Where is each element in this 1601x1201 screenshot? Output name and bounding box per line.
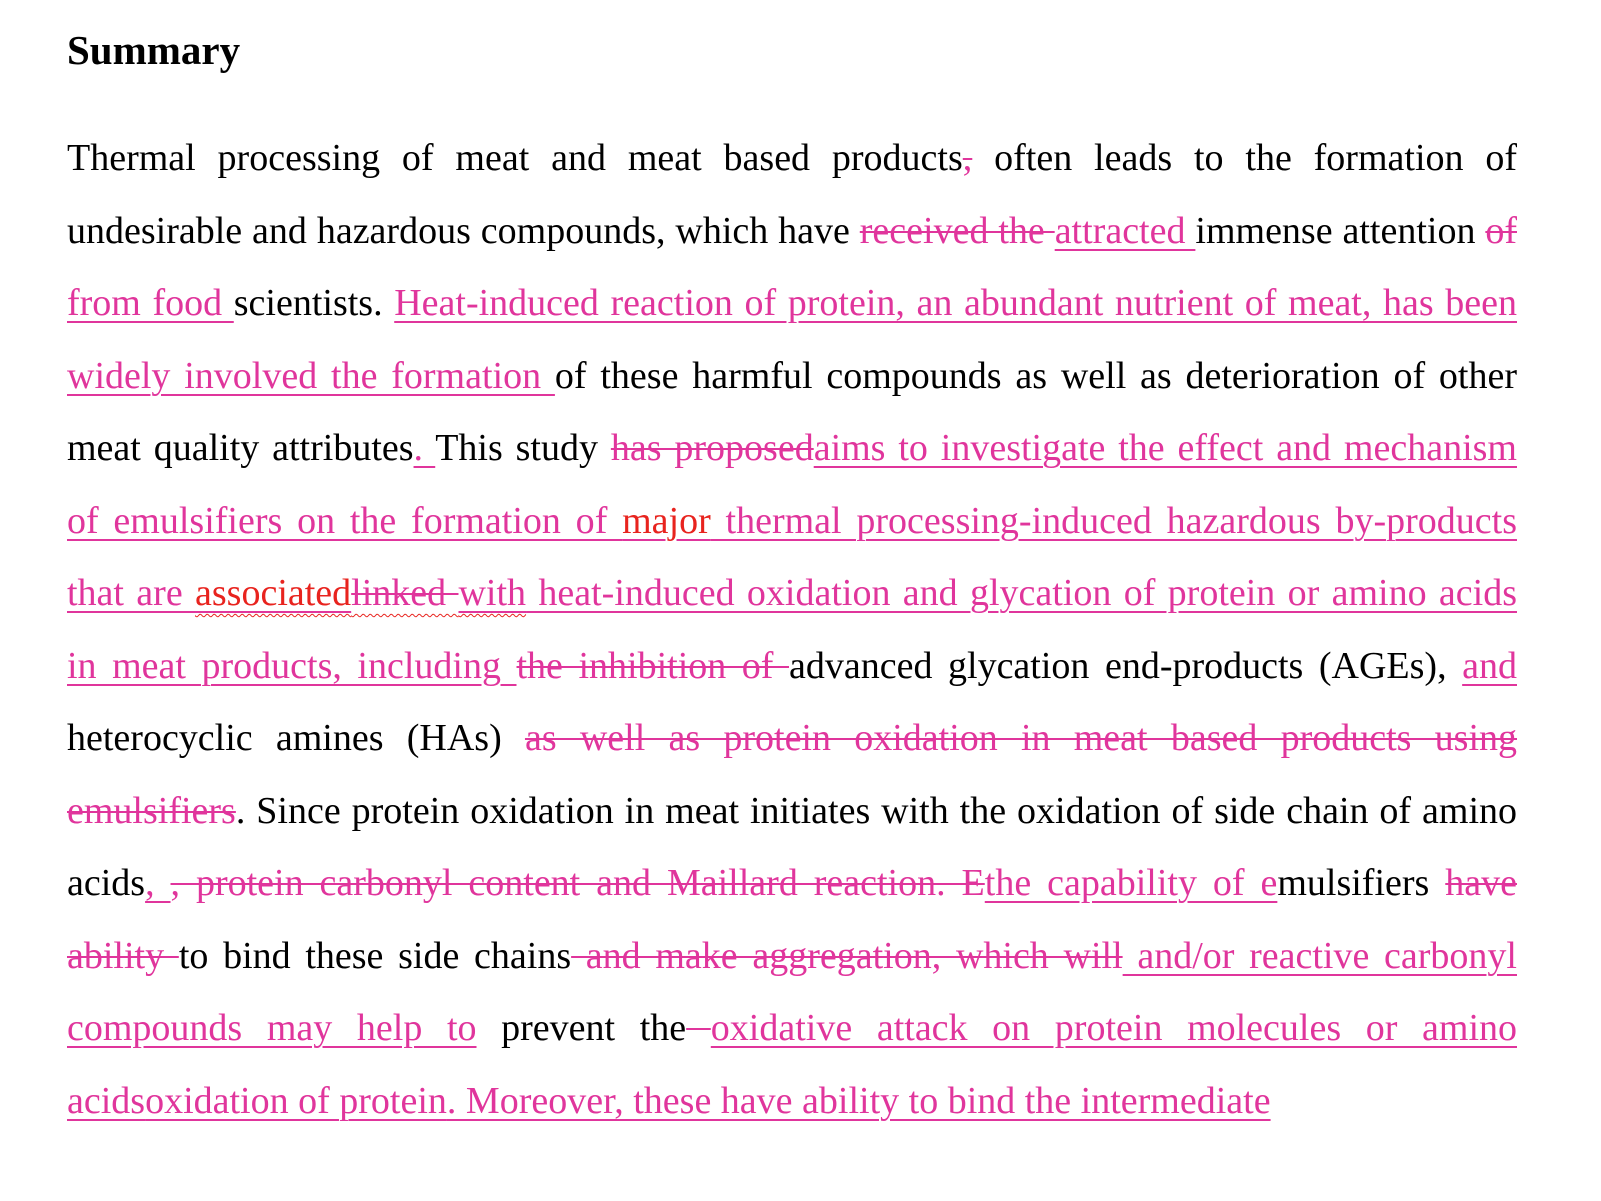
deleted-text: , protein carbonyl content and Maillard reaction. E: [170, 862, 985, 904]
text-run: immense attention: [1195, 209, 1486, 252]
summary-paragraph[interactable]: [67, 122, 1517, 1137]
inserted-text: and/or reactive carbonyl compounds may help to: [67, 934, 1517, 1049]
deleted-text: have ability: [67, 862, 1517, 977]
text-run: often leads to the formation of undesirable and hazardous compounds, which have: [67, 137, 1517, 252]
text-run: prevent the: [476, 1007, 687, 1049]
inserted-text: oxidation of protein: [145, 1079, 447, 1122]
text-run: This study: [435, 427, 611, 469]
deleted-text: and make aggregation, which will: [571, 934, 1123, 977]
text-run: . Since protein oxidation in meat initiates with the oxidation of side chain of amino acids: [67, 789, 1517, 904]
deleted-text: the inhibition of: [516, 644, 789, 687]
deleted-text: ,: [962, 137, 973, 179]
deleted-text: of: [1485, 209, 1517, 252]
inserted-text: attracted: [1054, 209, 1196, 252]
deleted-text: [686, 1007, 711, 1049]
text-run: of these harmful compounds as well as deterioration of other meat quality attributes: [67, 354, 1517, 469]
inserted-text-alt-author: associated: [195, 572, 352, 614]
inserted-text: the capability of e: [984, 862, 1278, 904]
inserted-text: aims to investigate the effect and mechanism of emulsifiers on the formation of: [67, 427, 1517, 542]
inserted-text: oxidative attack on protein molecules or amino acids: [67, 1007, 1517, 1122]
section-heading: Summary: [67, 27, 241, 73]
deleted-text: has proposed: [610, 427, 814, 469]
inserted-text: ,: [145, 862, 171, 904]
spellcheck-flag[interactable]: [195, 572, 526, 614]
text-run: to bind these side chains: [178, 934, 572, 977]
inserted-text-alt-author: major: [622, 499, 711, 542]
text-run: scientists.: [233, 282, 395, 324]
inserted-text: and: [1462, 644, 1517, 687]
inserted-text: heat-induced oxidation and glycation of protein or amino acids in meat products, including: [67, 572, 1517, 687]
deleted-text: linked: [351, 572, 459, 614]
inserted-text: with: [458, 572, 527, 614]
inserted-text: from food: [67, 282, 234, 324]
inserted-text: thermal processing-induced hazardous by-products that are: [67, 499, 1517, 614]
inserted-text: .: [413, 427, 436, 469]
document-page: [67, 0, 1517, 1201]
deleted-text: received the: [859, 209, 1055, 252]
text-run: advanced glycation end-products (AGEs),: [789, 644, 1463, 687]
deleted-text: as well as protein oxidation in meat based products using emulsifiers: [67, 717, 1517, 832]
text-run: mulsifiers: [1277, 862, 1446, 904]
inserted-text: Heat-induced reaction of protein, an abundant nutrient of meat, has been widely involved the formation: [67, 282, 1517, 397]
text-run: Thermal processing of meat and meat based products: [67, 137, 963, 179]
inserted-text: . Moreover, these have ability to bind the intermediate: [446, 1079, 1271, 1122]
text-run: heterocyclic amines (HAs): [67, 717, 525, 759]
